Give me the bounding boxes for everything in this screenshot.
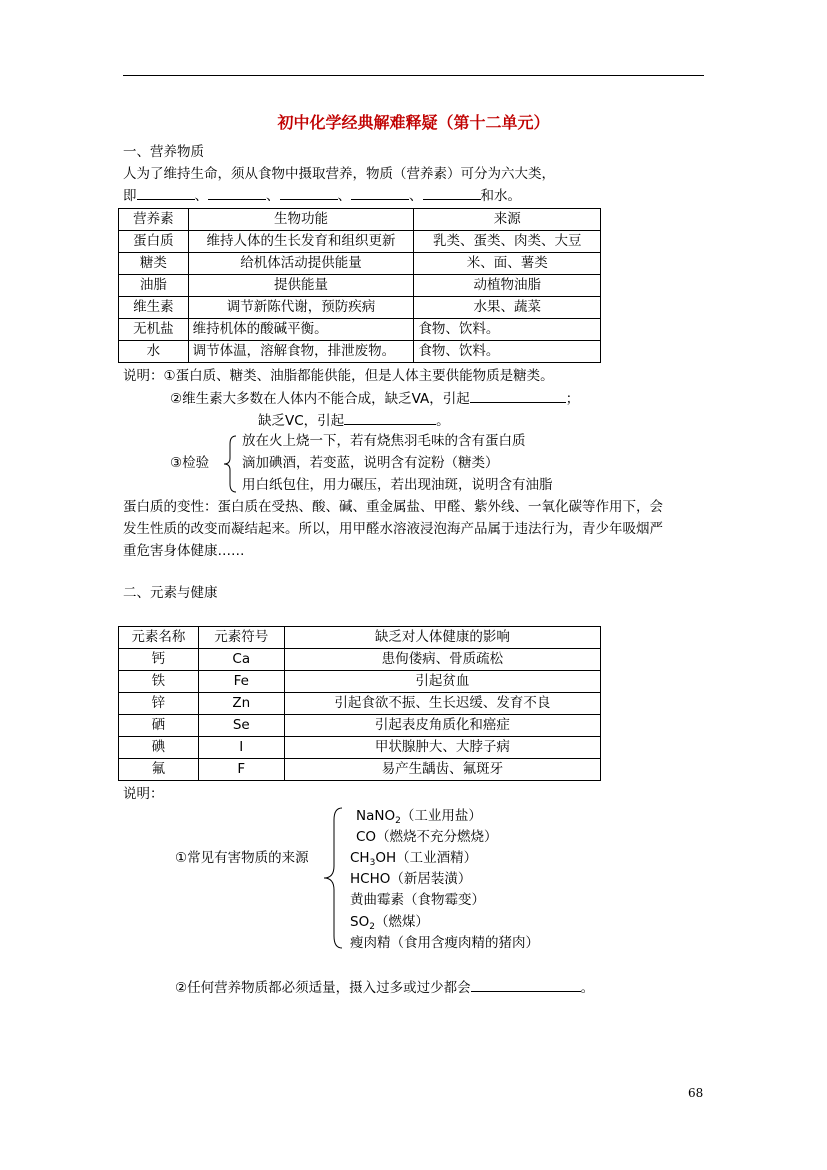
table-cell: 氟 [119,759,199,781]
table-row [119,231,601,253]
table-row [119,297,601,319]
table-cell: 调节体温，溶解食物，排泄废物。 [188,341,414,363]
note-energy: 说明：①蛋白质、糖类、油脂都能供能，但是人体主要供能物质是糖类。 [123,368,554,384]
answer-blank [208,186,266,200]
table-cell: 硒 [119,715,199,737]
page-number: 68 [688,1086,704,1100]
table-cell: 钙 [119,649,199,671]
left-brace-icon [322,806,344,950]
test-item: 用白纸包住，用力碾压，若出现油斑，说明含有油脂 [242,477,553,493]
table-cell: 甲状腺肿大、大脖子病 [284,737,600,759]
table-cell: 患佝偻病、骨质疏松 [284,649,600,671]
answer-blank [423,186,481,200]
table-header-cell: 来源 [414,209,601,231]
left-brace-icon [222,434,238,494]
table-cell: 锌 [119,693,199,715]
denature-line: 蛋白质的变性：蛋白质在受热、酸、碱、重金属盐、甲醛、紫外线、一氧化碳等作用下，会 [123,499,663,515]
list-suffix: 和水。 [480,188,521,204]
answer-blank [470,389,566,403]
answer-blank [280,186,338,200]
table-cell: 调节新陈代谢，预防疾病 [188,297,414,319]
table-cell: 提供能量 [188,275,414,297]
table-cell: 无机盐 [119,319,189,341]
table-cell: 易产生龋齿、氟斑牙 [284,759,600,781]
nutrient-blanks-line: 即 、 、 、 、 和水。 [123,188,521,204]
table-cell: 乳类、蛋类、肉类、大豆 [414,231,601,253]
table-cell: 水果、蔬菜 [414,297,601,319]
page-title: 初中化学经典解难释疑（第十二单元） [277,113,550,132]
harmful-label: ①常见有害物质的来源 [175,850,309,866]
table-header-row [119,209,601,231]
table-cell: Fe [198,671,284,693]
table-row [119,737,601,759]
table-cell: 维生素 [119,297,189,319]
note-label: 说明： [123,786,164,802]
table-header-cell: 生物功能 [188,209,414,231]
table-cell: 给机体活动提供能量 [188,253,414,275]
table-row [119,253,601,275]
table-cell: Ca [198,649,284,671]
table-cell: 引起表皮角质化和癌症 [284,715,600,737]
table-cell: 食物、饮料。 [414,341,601,363]
table-cell: 油脂 [119,275,189,297]
table-cell: 水 [119,341,189,363]
table-cell: 引起食欲不振、生长迟缓、发育不良 [284,693,600,715]
nutrient-table [118,208,601,363]
test-label: ③检验 [170,455,210,471]
harmful-item: CO（燃烧不充分燃烧） [356,829,498,845]
table-cell: 维持人体的生长发育和组织更新 [188,231,414,253]
answer-blank [351,186,409,200]
table-row [119,649,601,671]
table-row [119,341,601,363]
table-header-cell: 元素符号 [198,627,284,649]
table-cell: 动植物油脂 [414,275,601,297]
table-cell: Se [198,715,284,737]
note-vitamin-c: 缺乏VC，引起 。 [258,413,450,429]
harmful-item: HCHO（新居装潢） [350,871,472,887]
note-moderation: ②任何营养物质都必须适量，摄入过多或过少都会 。 [175,980,595,996]
table-row [119,275,601,297]
denature-line: 重危害身体健康…… [123,543,245,559]
header-rule [123,75,704,76]
table-cell: 铁 [119,671,199,693]
answer-blank [344,411,436,425]
element-table [118,626,601,781]
harmful-item: $CH_3OH$（工业酒精） [350,850,478,868]
table-header-row [119,627,601,649]
table-header-cell: 缺乏对人体健康的影响 [284,627,600,649]
table-row [119,693,601,715]
table-cell: 维持机体的酸碱平衡。 [188,319,414,341]
table-row [119,759,601,781]
table-row [119,671,601,693]
answer-blank [137,186,195,200]
table-cell: F [198,759,284,781]
table-cell: 引起贫血 [284,671,600,693]
table-row [119,715,601,737]
test-item: 放在火上烧一下，若有烧焦羽毛味的含有蛋白质 [242,433,526,449]
table-cell: 碘 [119,737,199,759]
table-cell: 食物、饮料。 [414,319,601,341]
harmful-item: 瘦肉精（食用含瘦肉精的猪肉） [350,935,539,951]
harmful-item: NaNO$_2$（工业用盐） [356,808,482,826]
list-prefix: 即 [123,188,137,204]
table-cell: 蛋白质 [119,231,189,253]
table-cell: 糖类 [119,253,189,275]
harmful-item: 黄曲霉素（食物霉变） [350,892,485,908]
table-cell: 米、面、薯类 [414,253,601,275]
table-cell: Zn [198,693,284,715]
section1-intro: 人为了维持生命，须从食物中摄取营养，物质（营养素）可分为六大类， [123,166,555,182]
table-row [119,319,601,341]
test-item: 滴加碘酒，若变蓝，说明含有淀粉（糖类） [242,455,499,471]
table-cell: I [198,737,284,759]
table-header-cell: 元素名称 [119,627,199,649]
section1-heading: 一、营养物质 [123,144,204,160]
harmful-item: $SO_2$（燃煤） [350,914,429,932]
answer-blank [471,978,581,992]
table-header-cell: 营养素 [119,209,189,231]
denature-line: 发生性质的改变而凝结起来。所以，用甲醛水溶液浸泡海产品属于违法行为，青少年吸烟严 [123,521,663,537]
note-vitamin-a: ②维生素大多数在人体内不能合成，缺乏VA，引起 ； [170,391,580,407]
section2-heading: 二、元素与健康 [123,585,218,601]
